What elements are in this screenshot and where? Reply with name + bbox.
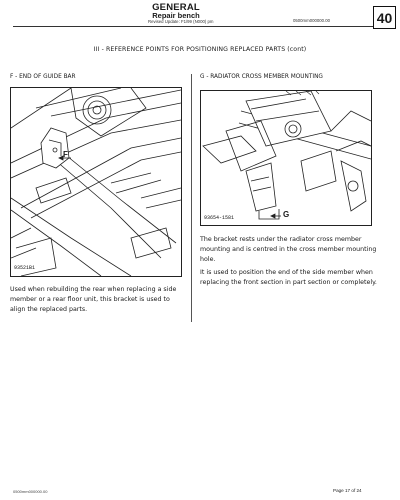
header-section: GENERAL [152, 2, 200, 13]
right-figure-letter: G [283, 210, 290, 219]
left-figure-code: 93521B1 [14, 265, 36, 271]
footer-right: Page 17 of 24 [333, 488, 362, 493]
left-figure-letter: F [63, 150, 68, 159]
radiator-mount-drawing [201, 91, 371, 225]
header-title: Repair bench [152, 11, 200, 20]
left-heading: F - END OF GUIDE BAR [10, 74, 76, 80]
footer-left: 0500mm000000.00 [13, 489, 48, 494]
left-description: Used when rebuilding the rear when replacing a side member or a rear floor unit, this bracket is used to align the replaced parts. [10, 286, 177, 313]
section-heading: III - REFERENCE POINTS FOR POSITIONING REPLACED PARTS (cont) [93, 46, 307, 53]
figure-guide-bar [10, 87, 182, 277]
page-badge: 40 [373, 6, 396, 29]
column-divider [191, 74, 192, 322]
header-doc-code: 0500mm000000.00 [293, 18, 331, 23]
header-rule [13, 26, 373, 27]
right-figure-code: 93654-1581 [204, 215, 235, 221]
right-heading: G - RADIATOR CROSS MEMBER MOUNTING [200, 74, 323, 80]
header-date-line: Revised Update: F1/99 (N000) pm [148, 19, 214, 24]
guide-bar-drawing [11, 88, 181, 276]
figure-radiator-mount [200, 90, 372, 226]
right-paragraph-2: It is used to position the end of the side member when replacing the front section in part section or completely. [200, 269, 377, 286]
right-paragraph-1: The bracket rests under the radiator cross member mounting and is centred in the cross member mounting hole. [200, 236, 377, 263]
